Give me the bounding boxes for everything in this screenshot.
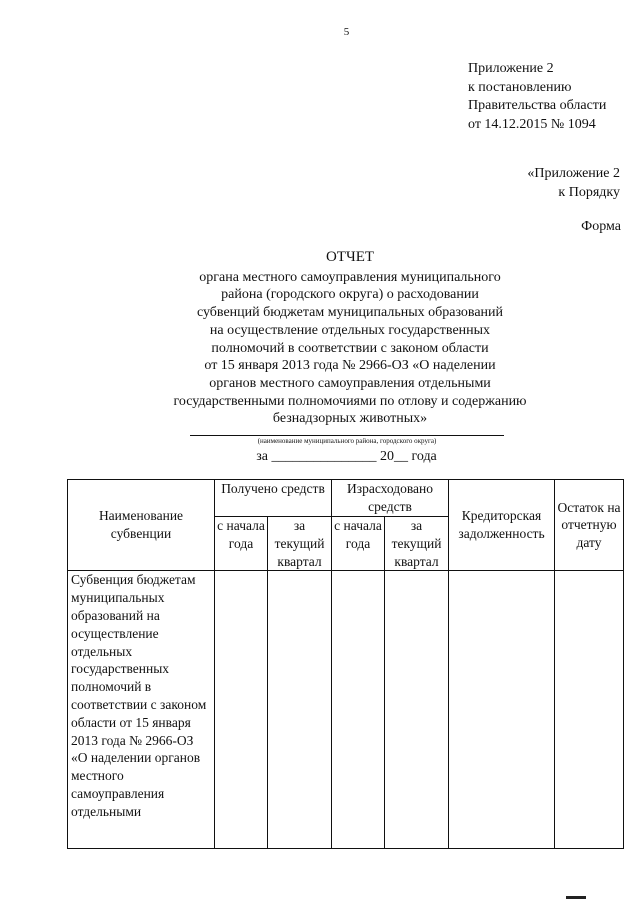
- subtitle-line: на осуществление отдельных государственных: [209, 322, 491, 338]
- subheader-spent-quarter: за текущий квартал: [385, 517, 449, 571]
- page-number: 5: [343, 26, 350, 38]
- appendix-line: от 14.12.2015 № 1094: [468, 116, 596, 132]
- cell-received-from-start[interactable]: [215, 571, 268, 849]
- table-row: [68, 571, 624, 849]
- report-title-block: [120, 249, 580, 428]
- subtitle-line: безнадзорных животных»: [272, 411, 428, 427]
- subtitle-line: органа местного самоуправления муниципального: [199, 269, 501, 285]
- subheader-received-from-start: с начала года: [215, 517, 268, 571]
- form-label: Форма: [581, 219, 621, 234]
- subtitle-line: полномочий в соответствии с законом области: [211, 340, 489, 356]
- header-balance: Остаток на отчетную дату: [555, 480, 624, 571]
- reporting-period-line: за _______________ 20__ года: [256, 449, 437, 464]
- appendix-header: [468, 60, 606, 134]
- appendix-line: Правительства области: [468, 98, 607, 113]
- header-spent: Израсходовано средств: [332, 480, 449, 517]
- subtitle-line: от 15 января 2013 года № 2966-ОЗ «О наделении: [204, 358, 496, 374]
- appendix-line: к постановлению: [468, 79, 572, 95]
- municipality-name-caption: (наименование муниципального района, городского округа): [257, 437, 437, 445]
- cell-payables[interactable]: [449, 571, 555, 849]
- report-title: ОТЧЕТ: [325, 249, 375, 265]
- header-subvention-name: Наименование субвенции: [68, 480, 215, 571]
- cell-spent-from-start[interactable]: [332, 571, 385, 849]
- table-header-row: [68, 480, 624, 517]
- cell-spent-quarter[interactable]: [385, 571, 449, 849]
- subtitle-line: государственными полномочиями по отлову и содержанию: [173, 393, 527, 409]
- header-received: Получено средств: [215, 480, 332, 517]
- appendix-inner-line: «Приложение 2: [527, 166, 620, 181]
- cell-balance[interactable]: [555, 571, 624, 849]
- report-table: [67, 479, 624, 849]
- subheader-spent-from-start: с начала года: [332, 517, 385, 571]
- appendix-inner-line: к Порядку: [558, 184, 620, 200]
- subtitle-line: субвенций бюджетам муниципальных образований: [196, 305, 504, 321]
- municipality-name-line: [190, 435, 504, 436]
- footer-mark: [566, 896, 586, 903]
- subvention-description: Субвенция бюджетам муниципальных образований на осуществление отдельных государственных полномочий в соответствии с законом области от 15 января 2013 года № 2966-ОЗ «О наделении органов местного самоуправления отдельными: [68, 571, 215, 849]
- cell-received-quarter[interactable]: [268, 571, 332, 849]
- appendix-inner-header: [527, 165, 620, 202]
- subheader-received-quarter: за текущий квартал: [268, 517, 332, 571]
- header-payables: Кредиторская задолженность: [449, 480, 555, 571]
- subtitle-line: района (городского округа) о расходовании: [221, 287, 479, 303]
- appendix-line: Приложение 2: [468, 61, 554, 76]
- subtitle-line: органов местного самоуправления отдельными: [209, 375, 491, 391]
